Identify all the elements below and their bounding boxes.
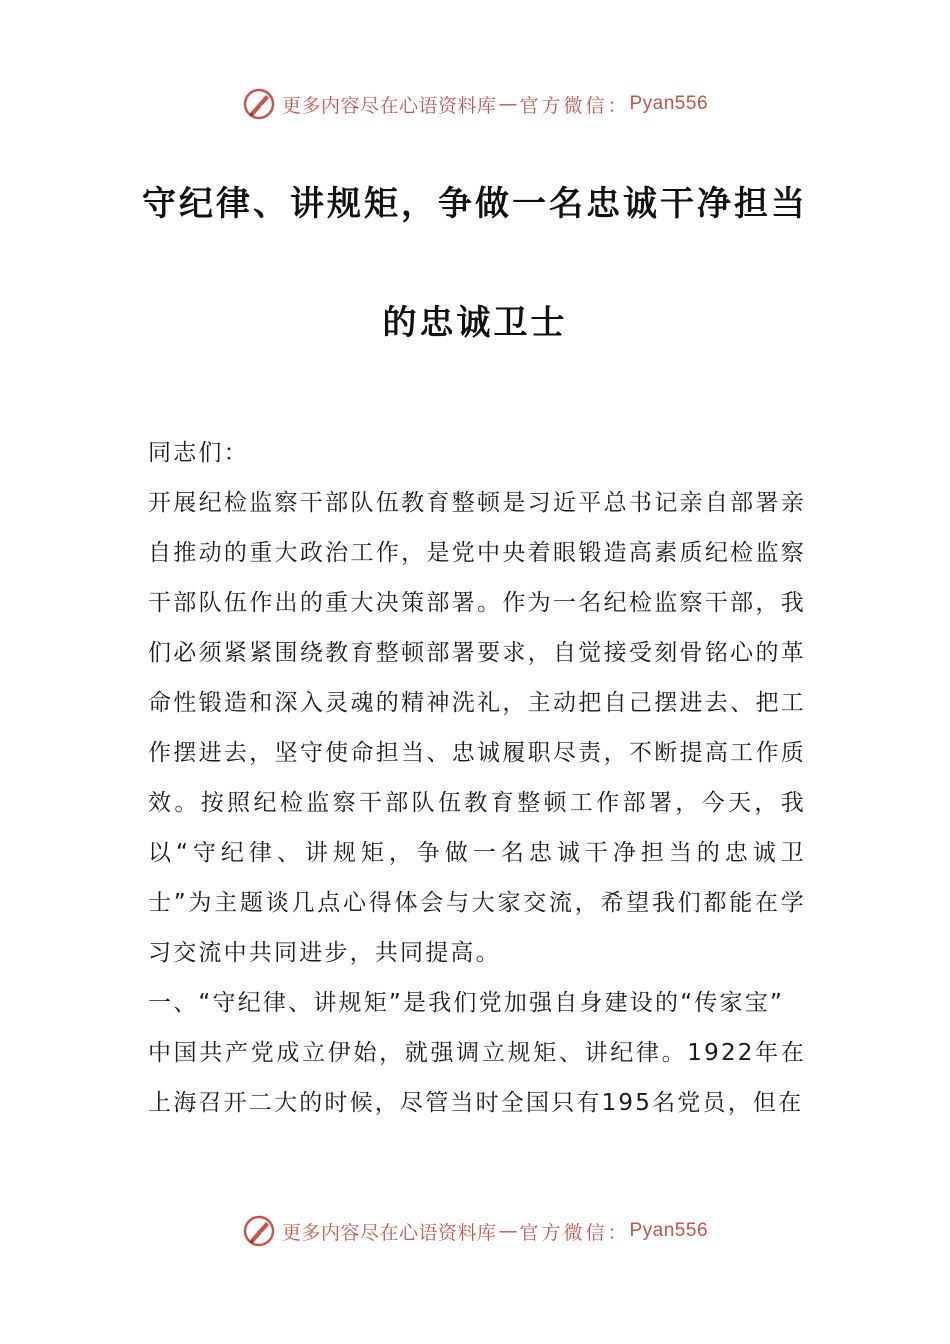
watermark-dash: — bbox=[498, 93, 518, 115]
watermark-header bbox=[0, 84, 950, 124]
document-title-line-1: 守纪律、讲规矩，争做一名忠诚干净担当 bbox=[142, 184, 808, 224]
body-paragraph-1: 开展纪检监察干部队伍教育整顿是习近平总书记亲自部署亲自推动的重大政治工作，是党中央着眼锻造高素质纪检监察干部队伍作出的重大决策部署。作为一名纪检监察干部，我们必须紧紧围绕教育整顿部署要求，自觉接受刻骨铭心的革命性锻造和深入灵魂的精神洗礼，主动把自己摆进去、把工作摆进去，坚守使命担当、忠诚履职尽责，不断提高工作质效。按照纪检监察干部队伍教育整顿工作部署，今天，我以“守纪律、讲规矩，争做一名忠诚干净担当的忠诚卫士”为主题谈几点心得体会与大家交流，希望我们都能在学习交流中共同进步，共同提高。 bbox=[148, 490, 806, 966]
watermark-main-text: 更多内容尽在心语资料库 bbox=[281, 1221, 497, 1244]
watermark-official-label: 官方微信： bbox=[519, 94, 630, 117]
pen-circle-logo-icon bbox=[242, 1214, 276, 1248]
watermark-official-label: 官方微信： bbox=[519, 1221, 630, 1244]
watermark-footer bbox=[0, 1211, 950, 1251]
watermark-wechat-id: Pyan556 bbox=[629, 93, 709, 114]
pen-circle-logo-icon bbox=[242, 87, 276, 121]
body-paragraph-2: 中国共产党成立伊始，就强调立规矩、讲纪律。1922年在上海召开二大的时候，尽管当时全国只有195名党员，但在 bbox=[148, 1040, 806, 1116]
section-heading-1: 一、“守纪律、讲规矩”是我们党加强自身建设的“传家宝” bbox=[148, 990, 785, 1016]
watermark-main-text: 更多内容尽在心语资料库 bbox=[281, 94, 497, 117]
watermark-dash: — bbox=[498, 1220, 518, 1242]
watermark-wechat-id: Pyan556 bbox=[629, 1220, 709, 1241]
salutation: 同志们： bbox=[148, 440, 249, 466]
document-title-line-2: 的忠诚卫士 bbox=[382, 303, 568, 343]
document-body bbox=[148, 428, 806, 1128]
